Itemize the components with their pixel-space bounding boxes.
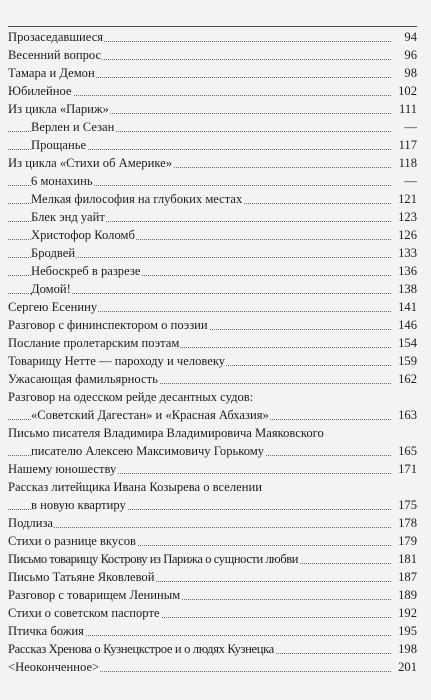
toc-entry bbox=[0, 138, 431, 153]
toc-title: Ужасающая фамильярность bbox=[8, 372, 158, 386]
toc-page-number: 201 bbox=[398, 660, 417, 674]
toc-title: Бродвей bbox=[31, 246, 76, 260]
toc-page-number: 175 bbox=[398, 498, 417, 512]
toc-title: Письмо Татьяне Яковлевой bbox=[8, 570, 155, 584]
toc-title: Письмо писателя Владимира Владимировича Маяковского bbox=[8, 426, 324, 440]
toc-entry bbox=[0, 390, 431, 405]
toc-title: 6 монахинь bbox=[31, 174, 93, 188]
toc-entry bbox=[0, 498, 431, 513]
toc-page-number: 133 bbox=[398, 246, 417, 260]
toc-title: Разговор на одесском рейде десантных судов: bbox=[8, 390, 254, 404]
toc-title: Рассказ Хренова о Кузнецкстрое и о людях Кузнецка bbox=[8, 642, 274, 656]
toc-title: Весенний вопрос bbox=[8, 48, 102, 62]
toc-entry bbox=[0, 372, 431, 387]
toc-title: Товарищу Нетте — пароходу и человеку bbox=[8, 354, 226, 368]
toc-entry bbox=[0, 588, 431, 603]
toc-entry bbox=[0, 156, 431, 171]
toc-page-number: 179 bbox=[398, 534, 417, 548]
toc-entry bbox=[0, 642, 431, 657]
toc-entry bbox=[0, 426, 431, 441]
toc-page-number: 178 bbox=[398, 516, 417, 530]
toc-title: Птичка божия bbox=[8, 624, 84, 638]
toc-page-number: 102 bbox=[398, 84, 417, 98]
toc-page-number: 111 bbox=[399, 102, 417, 116]
toc-page-number: 163 bbox=[398, 408, 417, 422]
toc-entry bbox=[0, 66, 431, 81]
toc-entry bbox=[0, 174, 431, 189]
toc-page-number: 154 bbox=[398, 336, 417, 350]
toc-entry bbox=[0, 120, 431, 135]
toc-title: в новую квартиру bbox=[31, 498, 126, 512]
toc-page-number: 136 bbox=[398, 264, 417, 278]
toc-entry bbox=[0, 48, 431, 63]
toc-title: Верлен и Сезан bbox=[31, 120, 115, 134]
toc-title: «Советский Дагестан» и «Красная Абхазия» bbox=[31, 408, 269, 422]
toc-title: Христофор Коломб bbox=[31, 228, 135, 242]
toc-entry bbox=[0, 300, 431, 315]
toc-page-number: 121 bbox=[398, 192, 417, 206]
toc-entry bbox=[0, 30, 431, 45]
toc-page-number: 126 bbox=[398, 228, 417, 242]
toc-title: Прощанье bbox=[31, 138, 87, 152]
toc-entry bbox=[0, 480, 431, 495]
toc-page-number: 195 bbox=[398, 624, 417, 638]
toc-title: Нашему юношеству bbox=[8, 462, 117, 476]
toc-title: Прозаседавшиеся bbox=[8, 30, 104, 44]
toc-page-number: 162 bbox=[398, 372, 417, 386]
toc-title: Стихи о советском паспорте bbox=[8, 606, 160, 620]
toc-page-number: 187 bbox=[398, 570, 417, 584]
toc-title: Рассказ литейщика Ивана Козырева о вселении bbox=[8, 480, 262, 494]
toc-entry bbox=[0, 624, 431, 639]
toc-entry bbox=[0, 84, 431, 99]
toc-entry bbox=[0, 354, 431, 369]
toc-title: Стихи о разнице вкусов bbox=[8, 534, 136, 548]
toc-title: писателю Алексею Максимовичу Горькому bbox=[31, 444, 265, 458]
toc-entry bbox=[0, 516, 431, 531]
toc-title: Письмо товарищу Кострову из Парижа о сущности любви bbox=[8, 552, 299, 566]
toc-page-number: — bbox=[404, 120, 417, 134]
toc-page-number: 141 bbox=[398, 300, 417, 314]
toc-entry bbox=[0, 246, 431, 261]
toc-entry bbox=[0, 570, 431, 585]
toc-page-number: 138 bbox=[398, 282, 417, 296]
toc-title: Разговор с товарищем Лениным bbox=[8, 588, 181, 602]
toc-entry bbox=[0, 552, 431, 567]
toc-title: Из цикла «Париж» bbox=[8, 102, 109, 116]
toc-title: <Неоконченное> bbox=[8, 660, 100, 674]
toc-entry bbox=[0, 606, 431, 621]
toc-entry bbox=[0, 102, 431, 117]
toc-title: Мелкая философия на глубоких местах bbox=[31, 192, 243, 206]
toc-page-number: 96 bbox=[404, 48, 417, 62]
toc-title: Тамара и Демон bbox=[8, 66, 95, 80]
toc-entry bbox=[0, 264, 431, 279]
toc-entry bbox=[0, 444, 431, 459]
toc-page-number: 117 bbox=[398, 138, 417, 152]
toc-page-number: 98 bbox=[404, 66, 417, 80]
toc-title: Разговор с фининспектором о поэзии bbox=[8, 318, 208, 332]
toc-page-number: 118 bbox=[398, 156, 417, 170]
toc-page-number: 159 bbox=[398, 354, 417, 368]
toc-page-number: 165 bbox=[398, 444, 417, 458]
toc-entry bbox=[0, 210, 431, 225]
toc-title: Послание пролетарским поэтам bbox=[8, 336, 180, 350]
toc-entry bbox=[0, 660, 431, 675]
toc-page-number: 146 bbox=[398, 318, 417, 332]
toc-page-number: 189 bbox=[398, 588, 417, 602]
toc-entry bbox=[0, 408, 431, 423]
toc-page-number: — bbox=[404, 174, 417, 188]
toc-title: Из цикла «Стихи об Америке» bbox=[8, 156, 173, 170]
toc-entry bbox=[0, 534, 431, 549]
toc-title: Сергею Есенину bbox=[8, 300, 98, 314]
toc-page-number: 192 bbox=[398, 606, 417, 620]
toc-title: Блек энд уайт bbox=[31, 210, 105, 224]
toc-entry bbox=[0, 192, 431, 207]
toc-entry bbox=[0, 462, 431, 477]
toc-entry bbox=[0, 336, 431, 351]
top-rule bbox=[8, 26, 417, 27]
toc-page-number: 123 bbox=[398, 210, 417, 224]
toc-title: Юбилейное bbox=[8, 84, 72, 98]
toc-page-number: 198 bbox=[398, 642, 417, 656]
toc-entry bbox=[0, 228, 431, 243]
toc-title: Подлиза bbox=[8, 516, 54, 530]
toc-page-number: 94 bbox=[404, 30, 417, 44]
toc-entry bbox=[0, 282, 431, 297]
toc-title: Домой! bbox=[31, 282, 71, 296]
toc-title: Небоскреб в разрезе bbox=[31, 264, 141, 278]
toc-page-number: 181 bbox=[398, 552, 417, 566]
toc-entry bbox=[0, 318, 431, 333]
toc-page-number: 171 bbox=[398, 462, 417, 476]
